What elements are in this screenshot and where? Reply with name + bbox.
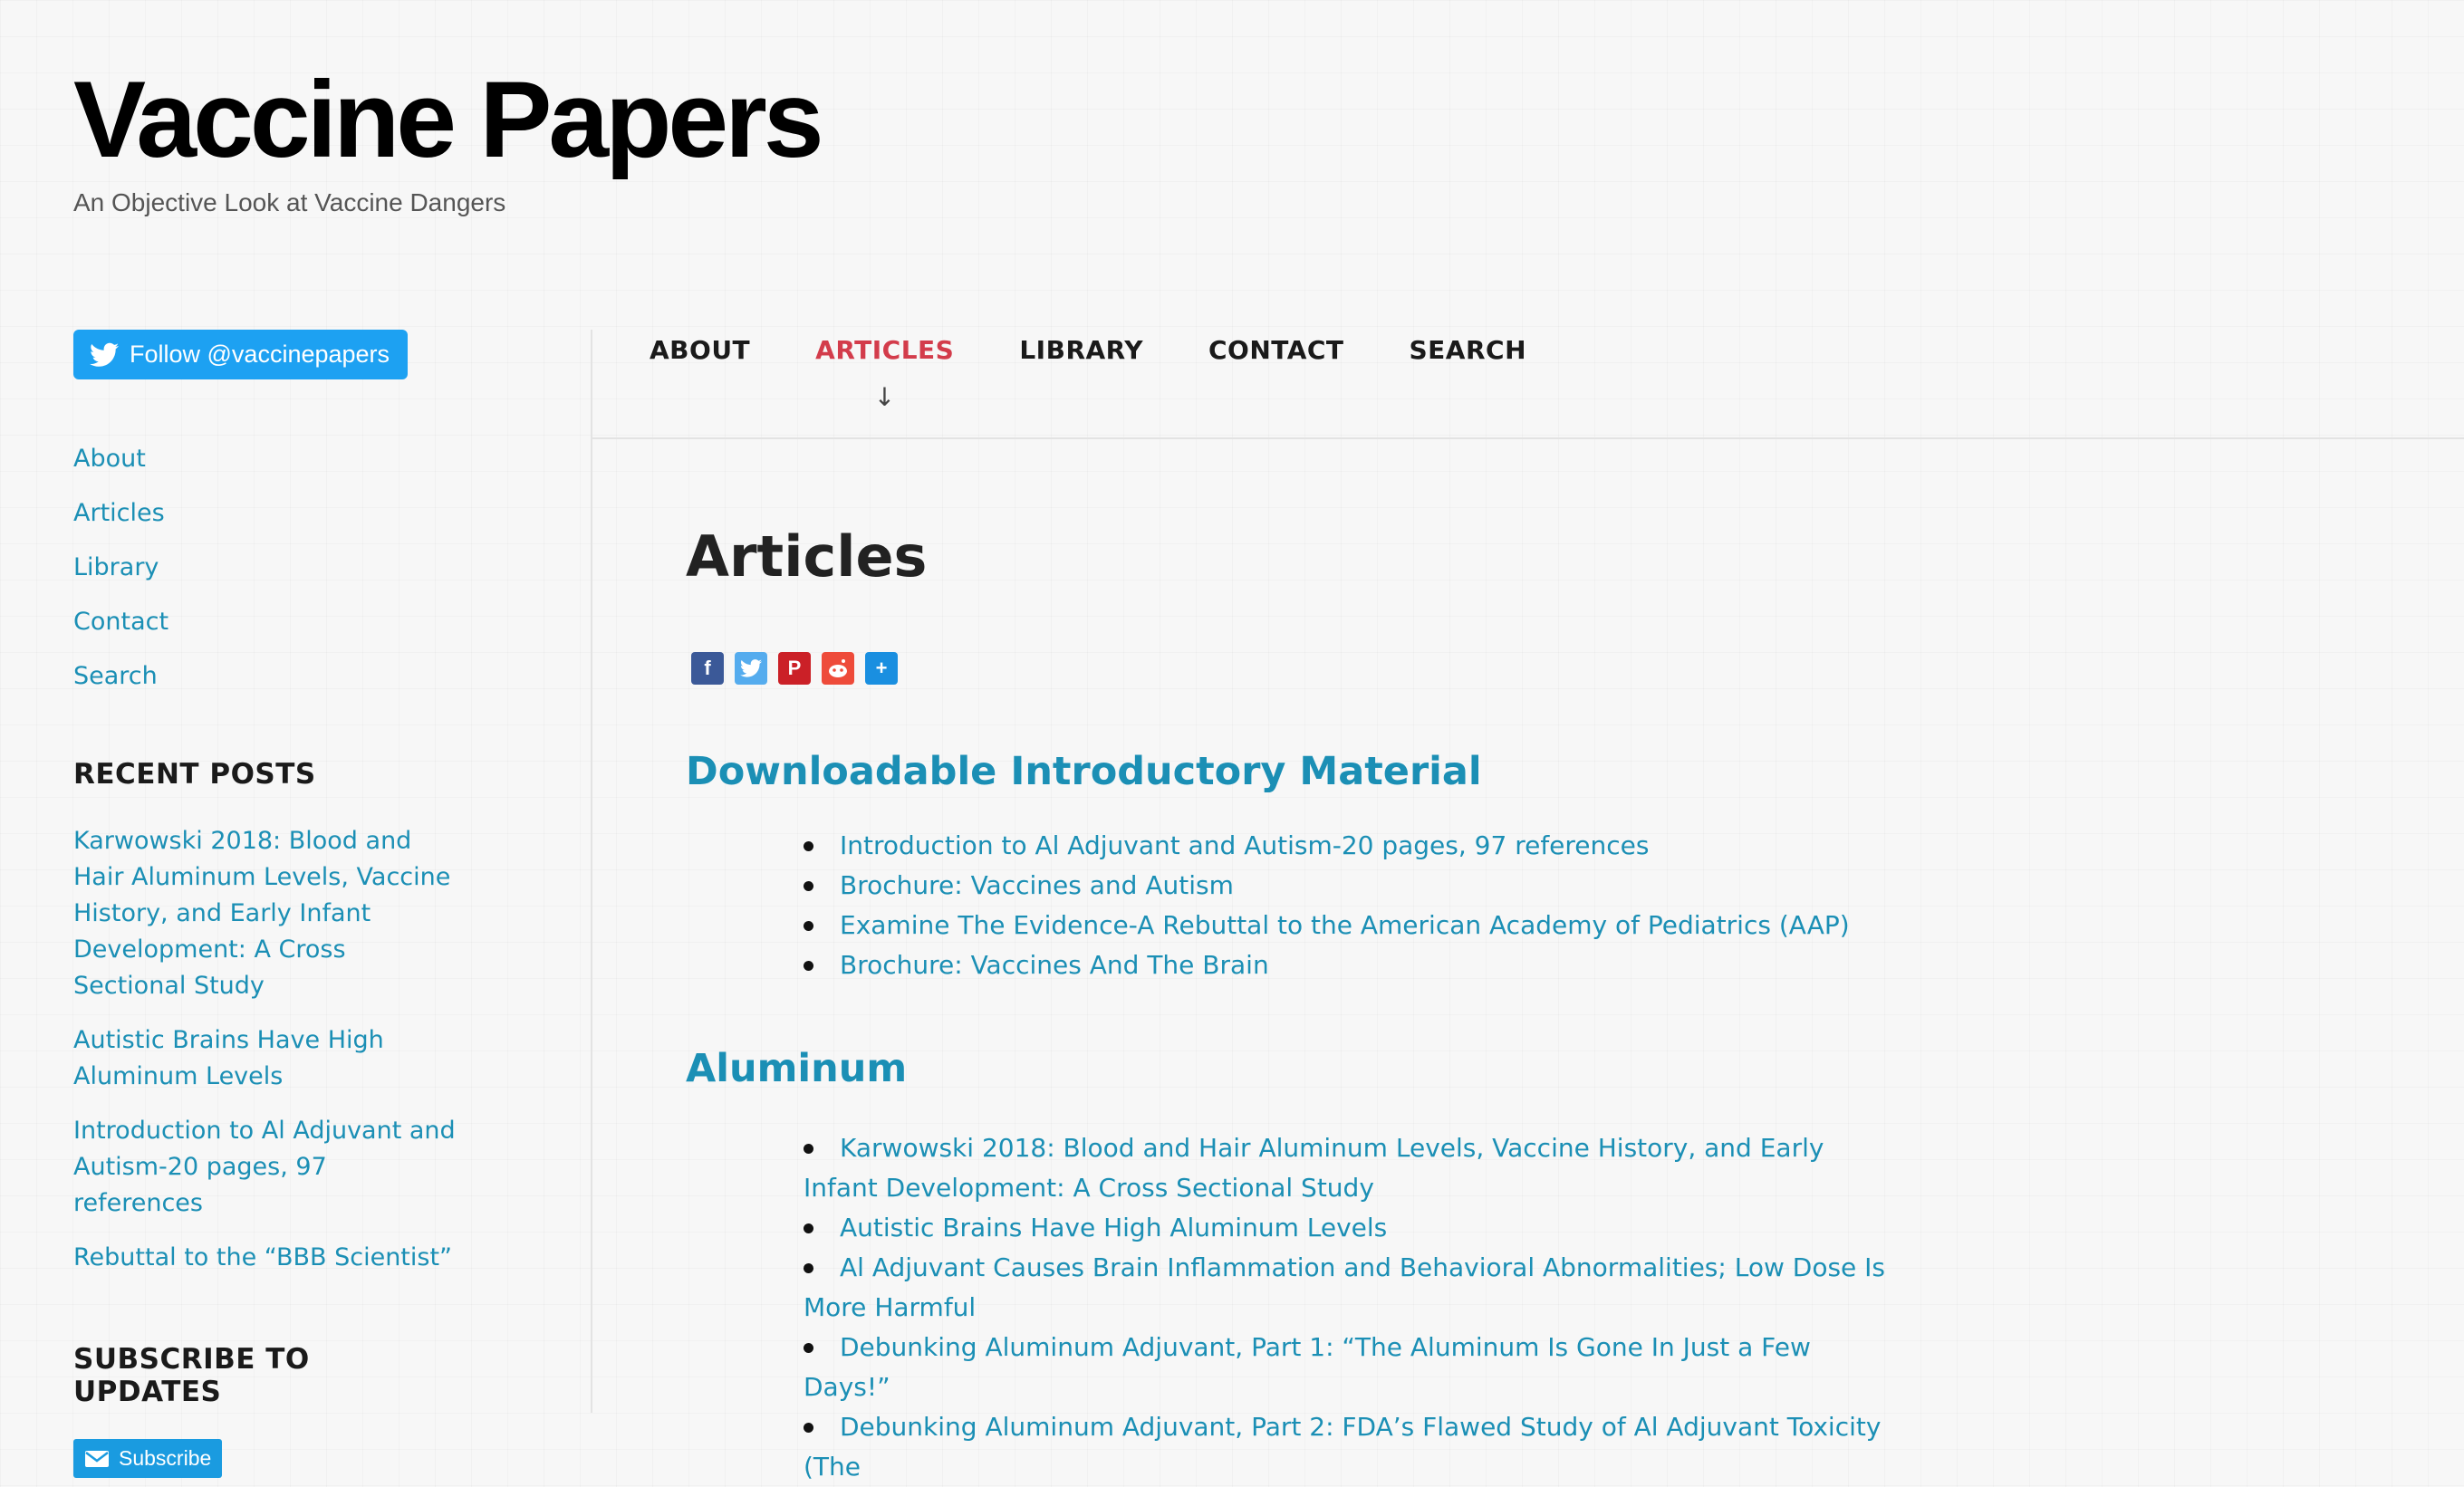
list-item — [804, 1328, 1891, 1407]
aluminum-links — [804, 1128, 1891, 1487]
recent-posts-list — [73, 823, 463, 1276]
list-item — [804, 826, 1891, 866]
recent-post-link[interactable]: Introduction to Al Adjuvant and Autism-20 pages, 97 references — [73, 1117, 456, 1217]
list-item — [804, 1407, 1891, 1487]
twitter-bird-icon — [90, 342, 119, 368]
reddit-icon[interactable] — [822, 652, 854, 685]
sidebar-nav — [73, 445, 454, 716]
subscribe-label: Subscribe — [119, 1446, 212, 1470]
list-item — [73, 1022, 463, 1095]
nav-divider — [591, 437, 2464, 439]
nav-articles-label: ARTICLES — [815, 335, 955, 365]
twitter-icon[interactable] — [735, 652, 767, 685]
list-item — [804, 1208, 1891, 1248]
list-item — [73, 1113, 463, 1222]
nav-articles[interactable] — [815, 335, 955, 412]
intro-links — [804, 826, 1891, 985]
list-item — [73, 823, 463, 1004]
page-title: Articles — [686, 523, 928, 590]
list-item — [804, 1128, 1891, 1208]
site-title[interactable]: Vaccine Papers — [73, 59, 821, 180]
site-header — [73, 56, 821, 217]
list-item — [804, 1248, 1891, 1328]
article-link[interactable]: Introduction to Al Adjuvant and Autism-20 pages, 97 references — [840, 830, 1650, 860]
share-plus-icon[interactable]: + — [865, 652, 898, 685]
list-item — [804, 866, 1891, 906]
sidebar-link-library[interactable]: Library — [73, 553, 159, 581]
sidebar-item-library — [73, 553, 454, 608]
list-item — [804, 945, 1891, 985]
article-link[interactable]: Examine The Evidence-A Rebuttal to the American Academy of Pediatrics (AAP) — [840, 910, 1850, 940]
pinterest-icon[interactable]: P — [778, 652, 811, 685]
recent-post-link[interactable]: Karwowski 2018: Blood and Hair Aluminum Levels, Vaccine History, and Early Infant Development: A Cross Sectional Study — [73, 827, 451, 1000]
sidebar-item-about — [73, 445, 454, 499]
share-bar — [691, 652, 1909, 685]
article-link[interactable]: Brochure: Vaccines And The Brain — [840, 950, 1269, 980]
twitter-follow-button[interactable] — [73, 330, 408, 379]
nav-about[interactable]: ABOUT — [650, 335, 751, 365]
arrow-down-icon: ↓ — [873, 382, 896, 412]
sidebar-divider — [591, 330, 592, 1413]
article-link[interactable]: Al Adjuvant Causes Brain Inflammation and Behavioral Abnormalities; Low Dose Is More Harmful — [804, 1252, 1886, 1322]
facebook-icon[interactable]: f — [691, 652, 724, 685]
nav-library[interactable]: LIBRARY — [1019, 335, 1143, 365]
sidebar-link-about[interactable]: About — [73, 445, 146, 473]
sidebar-item-contact — [73, 608, 454, 662]
list-item — [804, 906, 1891, 945]
sidebar-link-search[interactable]: Search — [73, 662, 158, 690]
main-content — [686, 516, 1909, 1487]
article-link[interactable]: Debunking Aluminum Adjuvant, Part 1: “The Aluminum Is Gone In Just a Few Days!” — [804, 1332, 1811, 1402]
article-link[interactable]: Autistic Brains Have High Aluminum Levels — [840, 1213, 1388, 1242]
article-link[interactable]: Brochure: Vaccines and Autism — [840, 870, 1234, 900]
envelope-icon — [84, 1449, 110, 1469]
subscribe-button[interactable] — [73, 1439, 222, 1478]
sidebar-link-articles[interactable]: Articles — [73, 499, 165, 527]
recent-post-link[interactable]: Autistic Brains Have High Aluminum Levels — [73, 1026, 384, 1090]
article-link[interactable]: Karwowski 2018: Blood and Hair Aluminum Levels, Vaccine History, and Early Infant Development: A Cross Sectional Study — [804, 1133, 1824, 1203]
nav-contact[interactable]: CONTACT — [1208, 335, 1344, 365]
sidebar-link-contact[interactable]: Contact — [73, 608, 169, 636]
site-tagline: An Objective Look at Vaccine Dangers — [73, 188, 506, 216]
top-nav — [650, 335, 1592, 412]
recent-post-link[interactable]: Rebuttal to the “BBB Scientist” — [73, 1243, 453, 1271]
sidebar — [73, 330, 454, 1478]
recent-posts-title: RECENT POSTS — [73, 758, 316, 791]
section-heading-intro: Downloadable Introductory Material — [686, 749, 1482, 794]
nav-search[interactable]: SEARCH — [1409, 335, 1527, 365]
list-item — [73, 1240, 463, 1276]
article-link[interactable]: Debunking Aluminum Adjuvant, Part 2: FDA’s Flawed Study of Al Adjuvant Toxicity (The — [804, 1412, 1882, 1482]
sidebar-item-articles — [73, 499, 454, 553]
follow-label: Follow @vaccinepapers — [130, 341, 390, 368]
subscribe-title: SUBSCRIBE TO UPDATES — [73, 1343, 310, 1408]
sidebar-item-search — [73, 662, 454, 716]
section-heading-aluminum: Aluminum — [686, 1046, 908, 1091]
